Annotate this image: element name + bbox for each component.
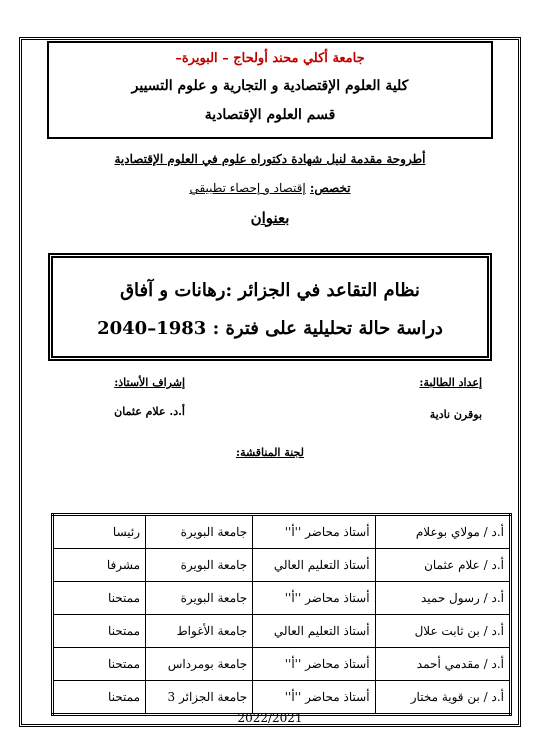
student-name: بوقرن نادية <box>429 408 482 421</box>
prepared-by-label: إعداد الطالبة: <box>419 376 482 389</box>
member-rank: أستاذ محاضر ''أ'' <box>253 582 375 615</box>
committee-table <box>51 513 512 716</box>
member-name: أ.د / علام عثمان <box>375 549 510 582</box>
member-rank: أستاذ محاضر ''أ'' <box>253 515 375 549</box>
table-row <box>53 615 511 648</box>
thesis-statement: أطروحة مقدمة لنيل شهادة دكتوراه علوم في العلوم الإقتصادية <box>114 152 426 166</box>
university-name: جامعة أكلي محند أولحاج – البويرة– <box>175 51 365 66</box>
member-rank: أستاذ محاضر ''أ'' <box>253 648 375 681</box>
member-rank: أستاذ التعليم العالي <box>253 615 375 648</box>
table-row <box>53 582 511 615</box>
member-name: أ.د / بن ثابت علال <box>375 615 510 648</box>
member-name: أ.د / رسول حميد <box>375 582 510 615</box>
institution-header <box>47 41 493 139</box>
member-rank: أستاذ محاضر ''أ'' <box>253 681 375 715</box>
member-university: جامعة الأغواط <box>146 615 253 648</box>
member-role: ممتحنا <box>53 615 146 648</box>
thesis-subtitle: دراسة حالة تحليلية على فترة : 1983–2040 <box>97 318 443 339</box>
title-heading: بعنوان <box>250 209 290 227</box>
thesis-title-box <box>48 253 492 361</box>
member-role: رئيسا <box>53 515 146 549</box>
member-university: جامعة البويرة <box>146 549 253 582</box>
member-university: جامعة البويرة <box>146 515 253 549</box>
member-university: جامعة الجزائر 3 <box>146 681 253 715</box>
member-role: ممتحنا <box>53 582 146 615</box>
member-rank: أستاذ التعليم العالي <box>253 549 375 582</box>
table-row <box>53 549 511 582</box>
member-name: أ.د / مولاي بوعلام <box>375 515 510 549</box>
member-role: ممتحنا <box>53 648 146 681</box>
member-name: أ.د / مقدمي أحمد <box>375 648 510 681</box>
member-role: ممتحنا <box>53 681 146 715</box>
specialty <box>40 181 500 195</box>
table-row <box>53 681 511 715</box>
committee-label: لجنة المناقشة: <box>236 446 304 459</box>
table-row <box>53 648 511 681</box>
faculty-name: كلية العلوم الإقتصادية و التجارية و علوم التسيير <box>131 78 409 94</box>
specialty-label: تخصص: <box>309 181 351 195</box>
member-name: أ.د / بن قوية مختار <box>375 681 510 715</box>
supervisor-label: إشراف الأستاذ: <box>114 376 185 389</box>
table-row <box>53 515 511 549</box>
thesis-title: نظام التقاعد في الجزائر :رهانات و آفاق <box>120 280 420 301</box>
department-name: قسم العلوم الإقتصادية <box>204 107 336 123</box>
member-role: مشرفا <box>53 549 146 582</box>
specialty-value: إقتصاد و إحصاء تطبيقي <box>189 181 306 195</box>
member-university: جامعة البويرة <box>146 582 253 615</box>
academic-year: 2022/2021 <box>237 711 303 725</box>
supervisor-name: أ.د. علام عثمان <box>114 405 185 418</box>
member-university: جامعة بومرداس <box>146 648 253 681</box>
